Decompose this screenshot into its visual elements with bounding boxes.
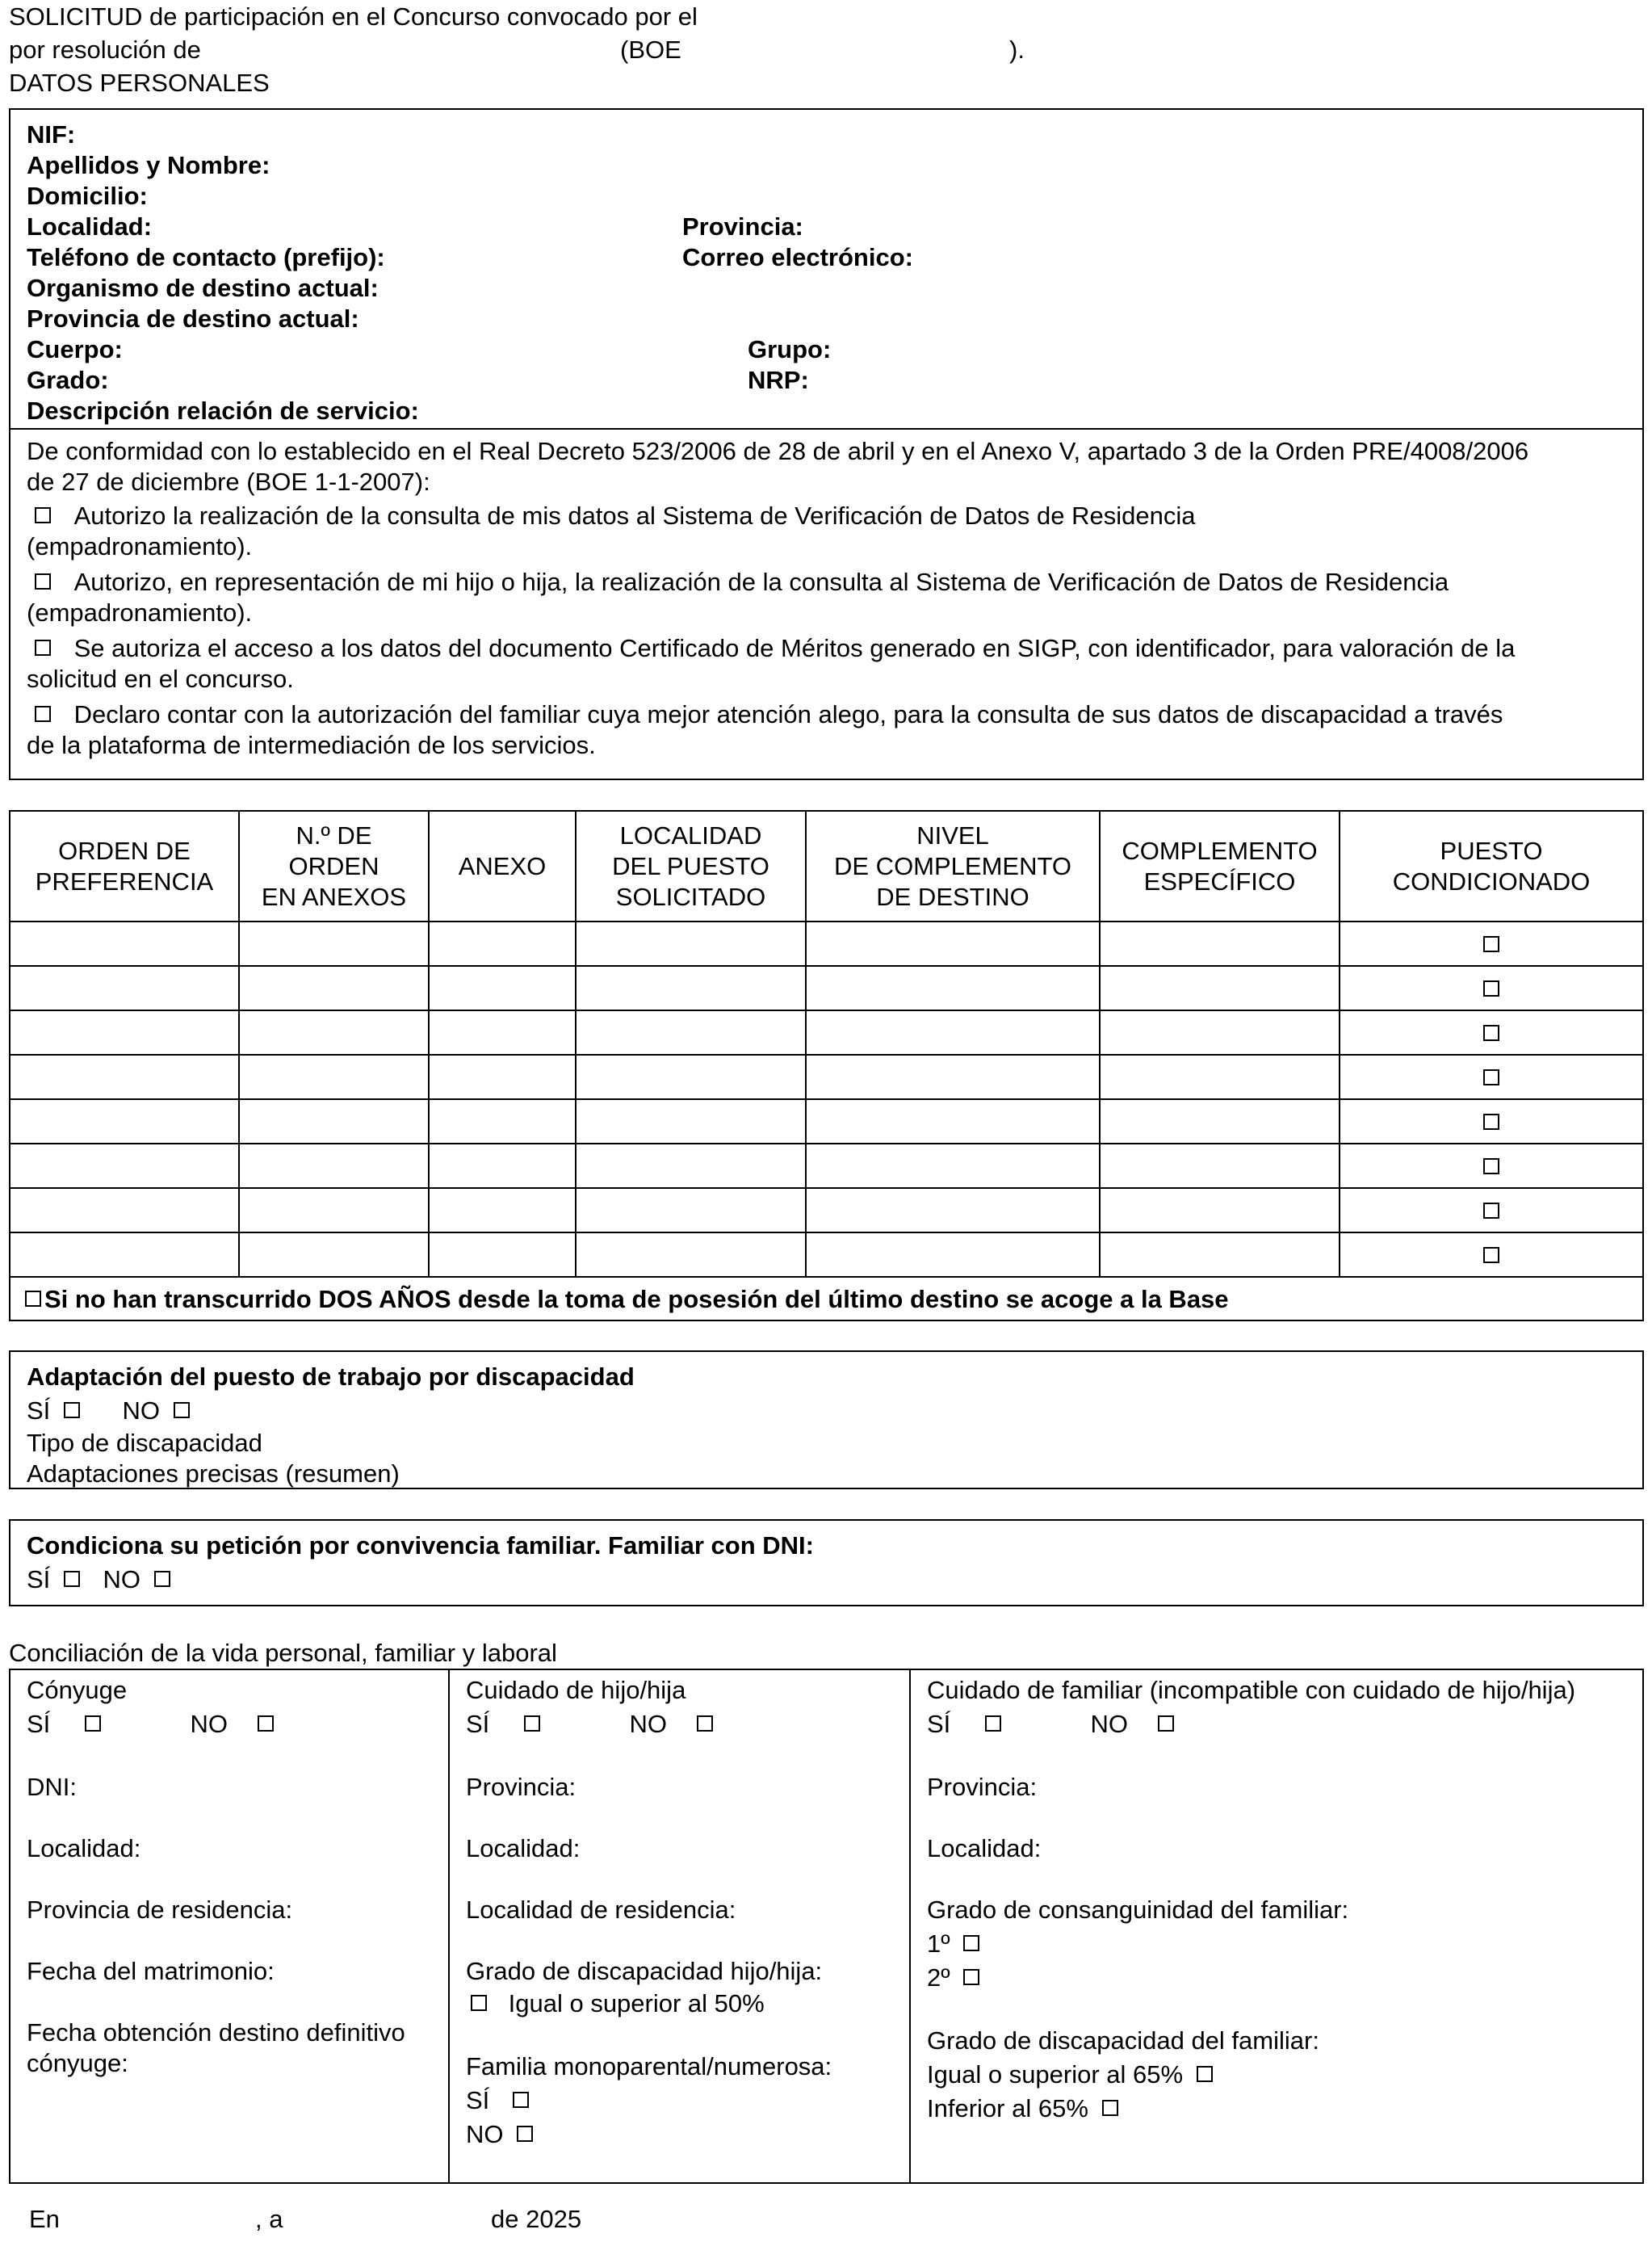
convivencia-box	[9, 1519, 1644, 1606]
adaptacion-si-checkbox[interactable]	[64, 1402, 80, 1418]
column-header-line: COMPLEMENTO	[1122, 836, 1318, 865]
familiar-title: Cuidado de familiar (incompatible con cuidado de hijo/hija)	[927, 1676, 1576, 1704]
table-cell[interactable]	[577, 1233, 807, 1278]
label-correo: Correo electrónico:	[682, 243, 913, 271]
table-cell[interactable]	[430, 1144, 577, 1189]
familiar-si-checkbox[interactable]	[985, 1715, 1001, 1732]
consent-residencia-text-2: (empadronamiento).	[27, 532, 253, 560]
column-header-line: ORDEN	[288, 851, 379, 880]
hijo-column	[466, 1670, 902, 2182]
table-cell[interactable]	[10, 1100, 240, 1144]
column-header-line: EN ANEXOS	[261, 882, 407, 911]
table-cell[interactable]	[430, 1100, 577, 1144]
column-header	[430, 812, 577, 922]
familiar-primero	[927, 1929, 979, 1959]
label-grupo: Grupo:	[748, 335, 832, 363]
hijo-provincia: Provincia:	[466, 1773, 577, 1801]
label-cuerpo: Cuerpo:	[27, 335, 123, 363]
table-cell[interactable]	[807, 1056, 1101, 1100]
column-header-text	[612, 821, 769, 913]
consent-familiar-text: Declaro contar con la autorización del familiar cuya mejor atención alego, para la consulta de sus datos de discapacidad a través	[73, 700, 1503, 728]
consent-meritos-checkbox[interactable]	[35, 640, 51, 656]
familiar-segundo-checkbox[interactable]	[963, 1969, 979, 1985]
consent-hijo	[35, 567, 1449, 598]
puesto-condicionado-cell[interactable]	[1340, 967, 1642, 1011]
conyuge-localidad: Localidad:	[27, 1834, 141, 1862]
consent-meritos	[35, 633, 1515, 664]
puesto-condicionado-checkbox[interactable]	[1483, 1158, 1499, 1174]
conyuge-si-label: SÍ	[27, 1710, 51, 1738]
hijo-familia: Familia monoparental/numerosa:	[466, 2052, 832, 2080]
label-nombre: Apellidos y Nombre:	[27, 151, 270, 179]
convivencia-title: Condiciona su petición por convivencia familiar. Familiar con DNI:	[27, 1531, 814, 1560]
table-cell[interactable]	[807, 1144, 1101, 1189]
hijo-familia-si-label: SÍ	[466, 2086, 490, 2114]
hijo-igual-label: Igual o superior al 50%	[508, 1989, 765, 2017]
familiar-igual-checkbox[interactable]	[1197, 2066, 1213, 2082]
puesto-condicionado-cell[interactable]	[1340, 1011, 1642, 1056]
familiar-provincia: Provincia:	[927, 1773, 1038, 1801]
column-header-line: CONDICIONADO	[1392, 867, 1591, 896]
header-line-1: SOLICITUD de participación en el Concurso convocado por el	[9, 2, 698, 31]
column-header	[10, 812, 240, 922]
puesto-condicionado-cell[interactable]	[1340, 1056, 1642, 1100]
footer-a: , a	[255, 2205, 283, 2233]
column-header-line: DE DESTINO	[876, 882, 1029, 911]
hijo-grado: Grado de discapacidad hijo/hija:	[466, 1957, 823, 1985]
column-header	[577, 812, 807, 922]
label-grado: Grado:	[27, 366, 109, 394]
familiar-consanguinidad: Grado de consanguinidad del familiar:	[927, 1896, 1349, 1924]
familiar-inferior	[927, 2093, 1118, 2124]
table-cell[interactable]	[10, 1144, 240, 1189]
table-cell[interactable]	[1101, 1144, 1340, 1189]
table-cell[interactable]	[430, 1056, 577, 1100]
conciliacion-title: Conciliación de la vida personal, familiar y laboral	[9, 1639, 557, 1667]
puesto-condicionado-checkbox[interactable]	[1483, 1247, 1499, 1263]
convivencia-no-label: NO	[103, 1565, 141, 1593]
label-nrp: NRP:	[748, 366, 809, 394]
conyuge-no-label: NO	[190, 1710, 229, 1738]
puesto-condicionado-cell[interactable]	[1340, 1189, 1642, 1233]
convivencia-no-checkbox[interactable]	[154, 1571, 170, 1587]
familiar-si-label: SÍ	[927, 1710, 951, 1738]
base-dos-anos-row	[25, 1284, 1229, 1315]
consent-hijo-text: Autorizo, en representación de mi hijo o hija, la realización de la consulta al Sistema de Verificación de Datos de Residencia	[73, 568, 1449, 596]
table-cell[interactable]	[807, 1100, 1101, 1144]
familiar-inferior-label: Inferior al 65%	[927, 2094, 1088, 2122]
conyuge-fecha: Fecha del matrimonio:	[27, 1957, 275, 1985]
hijo-familia-no-label: NO	[466, 2120, 504, 2148]
column-header-line: ANEXO	[458, 851, 547, 880]
label-provincia-destino: Provincia de destino actual:	[27, 304, 359, 333]
adaptacion-box	[9, 1350, 1644, 1489]
table-cell[interactable]	[10, 1056, 240, 1100]
convivencia-options	[27, 1564, 170, 1595]
consent-hijo-text-2: (empadronamiento).	[27, 598, 253, 627]
consent-meritos-text-2: solicitud en el concurso.	[27, 665, 294, 693]
base-dos-anos-checkbox[interactable]	[25, 1291, 41, 1307]
table-cell[interactable]	[807, 1011, 1101, 1056]
table-cell[interactable]	[10, 1233, 240, 1278]
consent-familiar	[35, 699, 1503, 730]
table-cell[interactable]	[10, 1189, 240, 1233]
label-provincia: Provincia:	[682, 212, 803, 241]
column-header-line: ORDEN DE	[58, 836, 191, 865]
table-cell[interactable]	[577, 1056, 807, 1100]
footer-de: de 2025	[491, 2205, 582, 2233]
column-header	[1101, 812, 1340, 922]
section-title-datos-personales: DATOS PERSONALES	[9, 69, 270, 97]
column-header-line: NIVEL	[916, 821, 989, 850]
table-cell[interactable]	[807, 1233, 1101, 1278]
column-header	[240, 812, 430, 922]
divider	[10, 428, 1642, 430]
base-dos-anos-text: Si no han transcurrido DOS AÑOS desde la toma de posesión del último destino se acoge a la Base	[44, 1285, 1229, 1313]
column-header-line: DE COMPLEMENTO	[834, 851, 1071, 880]
table-cell[interactable]	[240, 1056, 430, 1100]
column-header-line: DEL PUESTO	[612, 851, 769, 880]
column-header-text	[1393, 836, 1591, 897]
hijo-familia-si	[466, 2085, 529, 2116]
familiar-no-label: NO	[1090, 1710, 1129, 1738]
hijo-no-label: NO	[629, 1710, 668, 1738]
header-line-2a: por resolución de	[9, 36, 201, 64]
table-cell[interactable]	[807, 967, 1101, 1011]
familiar-primero-checkbox[interactable]	[963, 1935, 979, 1951]
adaptacion-no-label: NO	[122, 1396, 161, 1425]
hijo-familia-no	[466, 2119, 533, 2150]
table-cell[interactable]	[10, 1011, 240, 1056]
table-cell[interactable]	[1101, 1011, 1340, 1056]
hijo-igual-checkbox[interactable]	[471, 1995, 487, 2011]
label-nif: NIF:	[27, 120, 76, 149]
conciliacion-divider-2	[909, 1670, 911, 2182]
column-header	[807, 812, 1101, 922]
hijo-options	[466, 1709, 713, 1740]
table-cell[interactable]	[577, 1011, 807, 1056]
column-header	[1340, 812, 1642, 922]
familiar-no-checkbox[interactable]	[1158, 1715, 1174, 1732]
column-header-text	[262, 821, 406, 913]
familiar-localidad: Localidad:	[927, 1834, 1042, 1862]
table-cell[interactable]	[240, 1189, 430, 1233]
conformidad-intro-2: de 27 de diciembre (BOE 1-1-2007):	[27, 468, 430, 496]
label-organismo: Organismo de destino actual:	[27, 274, 379, 302]
table-cell[interactable]	[240, 1233, 430, 1278]
familiar-segundo	[927, 1963, 979, 1993]
hijo-title: Cuidado de hijo/hija	[466, 1676, 686, 1704]
column-header-text	[834, 821, 1071, 913]
conyuge-obtencion-2: cónyuge:	[27, 2049, 128, 2077]
puestos-table	[9, 810, 1644, 1321]
table-cell[interactable]	[577, 922, 807, 967]
column-header-text	[1122, 836, 1317, 897]
familiar-inferior-checkbox[interactable]	[1102, 2100, 1118, 2116]
consent-familiar-checkbox[interactable]	[35, 706, 51, 722]
personal-data-box	[9, 108, 1644, 780]
puesto-condicionado-checkbox[interactable]	[1483, 1203, 1499, 1219]
footer-en: En	[29, 2205, 60, 2233]
table-cell[interactable]	[240, 1100, 430, 1144]
table-cell[interactable]	[240, 1144, 430, 1189]
consent-residencia	[35, 501, 1196, 531]
puesto-condicionado-checkbox[interactable]	[1483, 1069, 1499, 1085]
consent-meritos-text: Se autoriza el acceso a los datos del documento Certificado de Méritos generado en SIGP, con identificador, para valoración de la	[73, 634, 1516, 662]
consent-familiar-text-2: de la plataforma de intermediación de los servicios.	[27, 731, 596, 759]
conyuge-column	[27, 1670, 438, 2182]
table-cell[interactable]	[1101, 1189, 1340, 1233]
adaptacion-no-checkbox[interactable]	[174, 1402, 190, 1418]
conyuge-obtencion-1: Fecha obtención destino definitivo	[27, 2018, 405, 2047]
table-cell[interactable]	[430, 1011, 577, 1056]
hijo-residencia: Localidad de residencia:	[466, 1896, 736, 1924]
familiar-column	[927, 1670, 1637, 2182]
puesto-condicionado-cell[interactable]	[1340, 1100, 1642, 1144]
label-telefono: Teléfono de contacto (prefijo):	[27, 243, 385, 271]
table-cell[interactable]	[577, 1189, 807, 1233]
conyuge-si-checkbox[interactable]	[85, 1715, 101, 1732]
puesto-condicionado-cell[interactable]	[1340, 922, 1642, 967]
convivencia-si-checkbox[interactable]	[64, 1571, 80, 1587]
conyuge-options	[27, 1709, 274, 1740]
familiar-grado: Grado de discapacidad del familiar:	[927, 2026, 1319, 2055]
column-header-line: PUESTO	[1440, 836, 1543, 865]
table-cell[interactable]	[430, 1233, 577, 1278]
conformidad-intro-1: De conformidad con lo establecido en el Real Decreto 523/2006 de 28 de abril y en el Anexo V, apartado 3 de la Orden PRE/4008/2006	[27, 437, 1529, 465]
conciliacion-divider-1	[448, 1670, 450, 2182]
familiar-igual	[927, 2059, 1213, 2090]
puesto-condicionado-checkbox[interactable]	[1483, 936, 1499, 952]
adaptacion-options	[27, 1396, 190, 1426]
hijo-no-checkbox[interactable]	[697, 1715, 713, 1732]
puesto-condicionado-checkbox[interactable]	[1483, 1025, 1499, 1041]
table-cell[interactable]	[1101, 967, 1340, 1011]
table-cell[interactable]	[10, 967, 240, 1011]
column-header-line: ESPECÍFICO	[1143, 867, 1296, 896]
hijo-si-checkbox[interactable]	[524, 1715, 540, 1732]
conyuge-no-checkbox[interactable]	[258, 1715, 274, 1732]
label-descripcion: Descripción relación de servicio:	[27, 397, 419, 425]
table-cell[interactable]	[430, 922, 577, 967]
table-cell[interactable]	[240, 1011, 430, 1056]
puesto-condicionado-cell[interactable]	[1340, 1233, 1642, 1278]
conciliacion-table	[9, 1669, 1644, 2184]
conyuge-dni: DNI:	[27, 1773, 77, 1801]
consent-residencia-text: Autorizo la realización de la consulta de mis datos al Sistema de Verificación de Datos de Residencia	[73, 502, 1196, 530]
table-cell[interactable]	[430, 967, 577, 1011]
consent-residencia-checkbox[interactable]	[35, 507, 51, 523]
familiar-primero-label: 1º	[927, 1929, 950, 1958]
column-header-text	[459, 851, 547, 882]
column-header-line: LOCALIDAD	[619, 821, 762, 850]
hijo-familia-si-checkbox[interactable]	[513, 2092, 529, 2108]
header-line-2c: ).	[1009, 36, 1025, 64]
table-cell[interactable]	[430, 1189, 577, 1233]
table-cell[interactable]	[807, 1189, 1101, 1233]
column-header-line: N.º DE	[296, 821, 372, 850]
column-header-text	[36, 836, 213, 897]
familiar-segundo-label: 2º	[927, 1963, 950, 1992]
hijo-igual-option	[471, 1988, 765, 2019]
table-cell[interactable]	[577, 1100, 807, 1144]
column-header-line: PREFERENCIA	[35, 867, 214, 896]
table-cell[interactable]	[10, 922, 240, 967]
table-cell[interactable]	[1101, 1100, 1340, 1144]
adaptacion-adaptaciones: Adaptaciones precisas (resumen)	[27, 1459, 400, 1488]
table-cell[interactable]	[577, 967, 807, 1011]
table-cell[interactable]	[1101, 1056, 1340, 1100]
column-header-line: SOLICITADO	[615, 882, 766, 911]
adaptacion-tipo: Tipo de discapacidad	[27, 1429, 262, 1457]
table-cell[interactable]	[577, 1144, 807, 1189]
conyuge-title: Cónyuge	[27, 1676, 128, 1704]
convivencia-si-label: SÍ	[27, 1565, 51, 1593]
conyuge-provincia: Provincia de residencia:	[27, 1896, 293, 1924]
label-domicilio: Domicilio:	[27, 182, 148, 210]
adaptacion-si-label: SÍ	[27, 1396, 51, 1425]
hijo-localidad: Localidad:	[466, 1834, 581, 1862]
hijo-familia-no-checkbox[interactable]	[517, 2126, 533, 2142]
hijo-si-label: SÍ	[466, 1710, 490, 1738]
familiar-igual-label: Igual o superior al 65%	[927, 2060, 1184, 2089]
table-cell[interactable]	[1101, 1233, 1340, 1278]
puesto-condicionado-checkbox[interactable]	[1483, 980, 1499, 997]
table-cell[interactable]	[1101, 922, 1340, 967]
header-line-2b: (BOE	[620, 36, 681, 64]
puesto-condicionado-cell[interactable]	[1340, 1144, 1642, 1189]
puesto-condicionado-checkbox[interactable]	[1483, 1114, 1499, 1130]
consent-hijo-checkbox[interactable]	[35, 573, 51, 590]
familiar-options	[927, 1709, 1174, 1740]
table-cell[interactable]	[240, 967, 430, 1011]
adaptacion-title: Adaptación del puesto de trabajo por discapacidad	[27, 1362, 635, 1391]
table-cell[interactable]	[240, 922, 430, 967]
label-localidad: Localidad:	[27, 212, 153, 241]
table-cell[interactable]	[807, 922, 1101, 967]
